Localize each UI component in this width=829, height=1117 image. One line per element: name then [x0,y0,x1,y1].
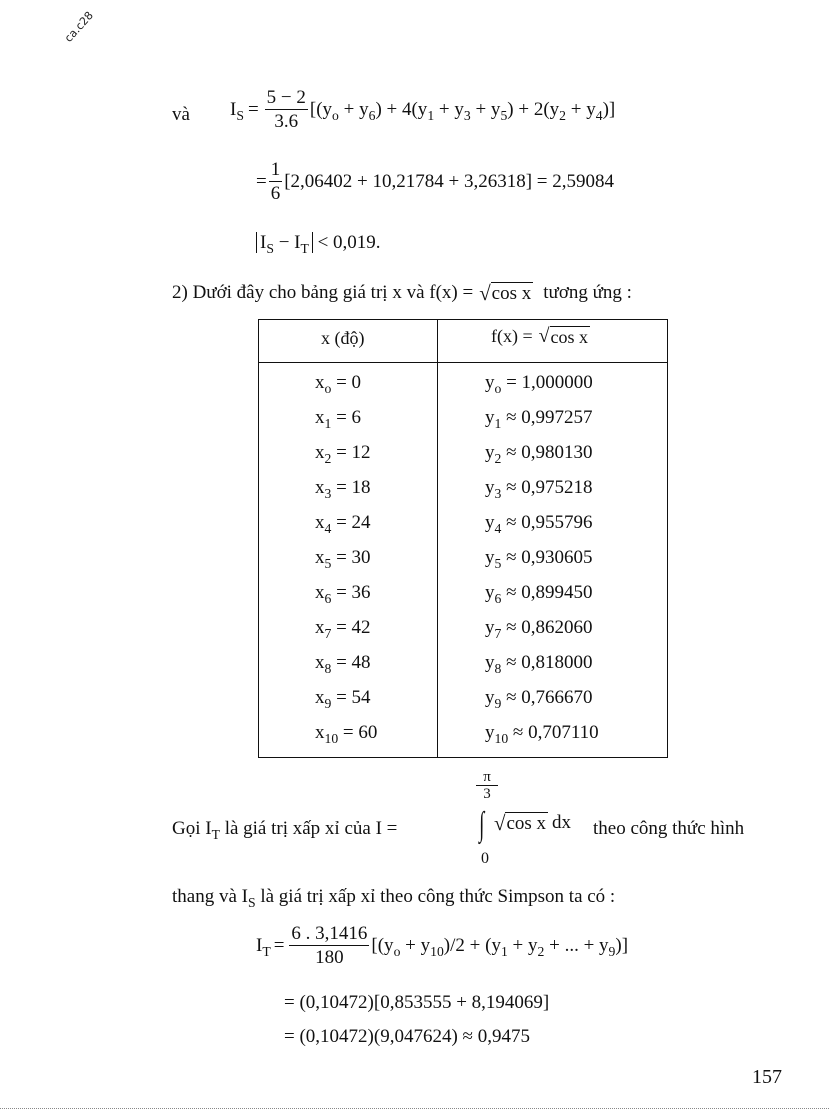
table-cell-y: $y_3 \approx 0,975218$ [485,477,593,501]
table-cell-y: $y_7 \approx 0,862060$ [485,617,593,641]
integral-limits [476,770,498,803]
table-header-divider [259,362,667,363]
page-number: 157 [752,1066,782,1088]
is-lhs: $I_S$ [230,98,244,123]
table-cell-x: $x_3 = 18$ [315,477,371,501]
goi-text: Gọi $I_T$ là giá trị xấp xỉ của I = [172,818,398,842]
upper-limit-num: π [476,770,498,786]
table-cell-y: $y_2 \approx 0,980130$ [485,442,593,466]
table-cell-y: $y_6 \approx 0,899450$ [485,582,593,606]
equals-sign: = [247,98,259,120]
page-bottom-border [0,1108,829,1109]
is-bracket-expr: $[(y_o + y_6) + 4(y_1 + y_3 + y_5) + 2(y_2 + y_4)]$ [309,98,616,123]
table-column-divider [437,320,438,757]
corner-stamp: ca.c28 [62,8,96,45]
table-header-x: x (độ) [321,328,365,348]
table-cell-y: $y_4 \approx 0,955796$ [485,512,593,536]
upper-limit-den: 3 [483,786,491,802]
thang-text: thang và $I_S$ là giá trị xấp xỉ theo công thức Simpson ta có : [172,886,616,910]
integral-sign: ∫ [479,806,485,843]
table-cell-y: $y_5 \approx 0,930605$ [485,547,593,571]
va-label: và [172,104,190,125]
table-cell-x: $x_7 = 42$ [315,617,371,641]
sqrt-cos-x: √ cos x [479,281,532,306]
table-cell-y: $y_{10} \approx 0,707110$ [485,722,599,746]
integrand: √ cos x dx [494,811,572,836]
table-cell-x: $x_4 = 24$ [315,512,371,536]
goi-text-end: theo công thức hình [593,818,745,839]
table-cell-y: $y_1 \approx 0,997257$ [485,407,593,431]
is-formula [230,88,615,132]
table-cell-x: $x_{10} = 60$ [315,722,378,746]
table-cell-x: $x_9 = 54$ [315,687,371,711]
table-header-f: f(x) = √ cos x [491,325,588,348]
table-cell-y: $y_9 \approx 0,766670$ [485,687,593,711]
values-table [258,319,668,758]
error-bound: $I_S - I_T < 0,019$. [256,232,381,254]
it-fraction: $\frac{6 . 3,1416}{180}$ [291,923,368,968]
table-cell-y: $y_8 \approx 0,818000$ [485,652,593,676]
it-line-3: = (0,10472)(9,047624) ≈ 0,9475 [284,1026,530,1047]
table-cell-x: $x_2 = 12$ [315,442,371,466]
table-cell-x: $x_1 = 6$ [315,407,362,431]
it-formula: $I_T$ = $\frac{6 . 3,1416}{180}$ [$(y_o + y_{10})/2 + (y_1 + y_2$ + ... + $y_9$)] [256,923,629,968]
lower-limit: 0 [481,850,489,867]
item-2-intro: 2) Dưới đây cho bảng giá trị x và f(x) = √ cos x tương ứng : [172,281,632,306]
table-cell-x: $x_6 = 36$ [315,582,371,606]
it-line-2: = (0,10472)[0,853555 + 8,194069] [284,992,550,1013]
table-cell-x: $x_5 = 30$ [315,547,371,571]
table-cell-x: $x_8 = 48$ [315,652,371,676]
table-cell-y: $y_o = 1,000000$ [485,372,593,396]
table-cell-x: $x_o = 0$ [315,372,362,396]
one-sixth-fraction: $\frac{1}{6}$ [270,159,281,204]
is-evaluation: = $\frac{1}{6}$ [2,06402 + 10,21784 + 3,26318] = 2,59084 [256,159,615,204]
is-fraction: $\frac{5 - 2}{3.6}$ [266,87,306,132]
